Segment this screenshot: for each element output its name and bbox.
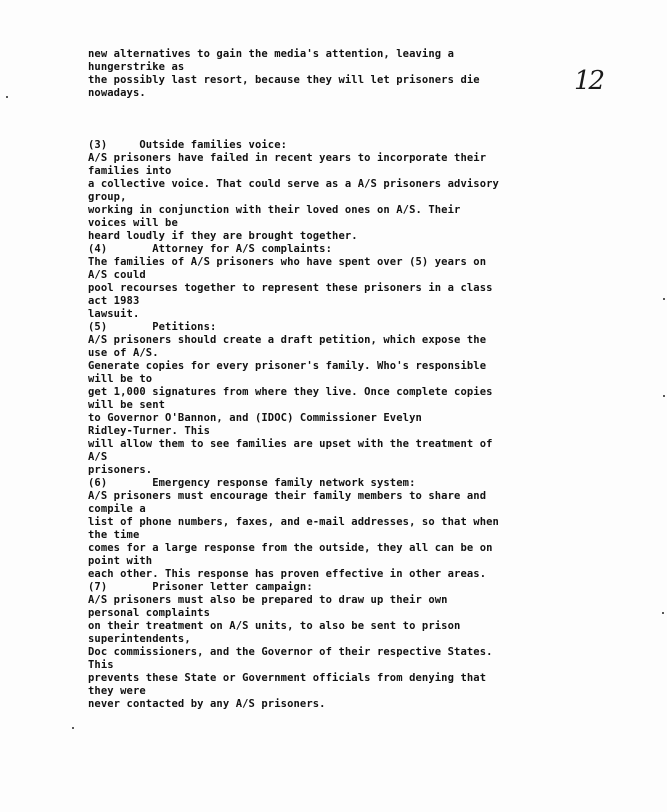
document-line: use of A/S. xyxy=(88,347,159,359)
document-line: get 1,000 signatures from where they live. Once complete copies xyxy=(88,386,493,398)
document-line: A/S prisoners must encourage their family members to share and xyxy=(88,490,487,502)
document-line: each other. This response has proven effective in other areas. xyxy=(88,568,487,580)
document-line: (4) Attorney for A/S complaints: xyxy=(88,243,333,255)
scan-speck xyxy=(72,727,74,729)
document-line: a collective voice. That could serve as a A/S prisoners advisory xyxy=(88,178,499,190)
document-line: working in conjunction with their loved ones on A/S. Their xyxy=(88,204,461,216)
document-line: on their treatment on A/S units, to also be sent to prison xyxy=(88,620,461,632)
document-line: superintendents, xyxy=(88,633,191,645)
document-line: list of phone numbers, faxes, and e-mail addresses, so that when xyxy=(88,516,499,528)
document-body xyxy=(88,48,558,711)
document-line: families into xyxy=(88,165,172,177)
document-line: the time xyxy=(88,529,140,541)
document-line xyxy=(88,126,558,139)
document-line: comes for a large response from the outside, they all can be on xyxy=(88,542,493,554)
scan-speck xyxy=(663,395,665,397)
document-line: A/S xyxy=(88,451,108,463)
document-line: never contacted by any A/S prisoners. xyxy=(88,698,326,710)
document-line: A/S prisoners have failed in recent years to incorporate their xyxy=(88,152,487,164)
scan-speck xyxy=(663,298,665,300)
document-line: will allow them to see families are upset with the treatment of xyxy=(88,438,493,450)
document-line: hungerstrike as xyxy=(88,61,185,73)
document-line: point with xyxy=(88,555,153,567)
document-line: A/S prisoners must also be prepared to draw up their own xyxy=(88,594,448,606)
document-line xyxy=(88,113,558,126)
document-line: personal complaints xyxy=(88,607,211,619)
handwritten-page-number: 12 xyxy=(574,66,604,96)
document-line: (5) Petitions: xyxy=(88,321,217,333)
document-line: heard loudly if they are brought together. xyxy=(88,230,358,242)
document-line: prevents these State or Government officials from denying that xyxy=(88,672,487,684)
scan-speck xyxy=(6,96,8,98)
document-line: compile a xyxy=(88,503,146,515)
scan-speck xyxy=(662,612,664,614)
document-line xyxy=(88,100,558,113)
document-line: lawsuit. xyxy=(88,308,140,320)
document-line: A/S prisoners should create a draft petition, which expose the xyxy=(88,334,487,346)
document-line: they were xyxy=(88,685,146,697)
document-line: A/S could xyxy=(88,269,146,281)
document-line: nowadays. xyxy=(88,87,146,99)
document-line: (6) Emergency response family network system: xyxy=(88,477,416,489)
document-line: Generate copies for every prisoner's family. Who's responsible xyxy=(88,360,487,372)
document-line: voices will be xyxy=(88,217,178,229)
document-line: prisoners. xyxy=(88,464,153,476)
document-line: will be sent xyxy=(88,399,166,411)
document-line: Ridley-Turner. This xyxy=(88,425,211,437)
document-line: (3) Outside families voice: xyxy=(88,139,288,151)
document-line: The families of A/S prisoners who have spent over (5) years on xyxy=(88,256,487,268)
document-line: act 1983 xyxy=(88,295,140,307)
document-line: group, xyxy=(88,191,127,203)
document-line: (7) Prisoner letter campaign: xyxy=(88,581,313,593)
document-line: Doc commissioners, and the Governor of their respective States. xyxy=(88,646,493,658)
document-line: pool recourses together to represent these prisoners in a class xyxy=(88,282,493,294)
document-line: to Governor O'Bannon, and (IDOC) Commissioner Evelyn xyxy=(88,412,422,424)
document-line: the possibly last resort, because they will let prisoners die xyxy=(88,74,480,86)
document-line: will be to xyxy=(88,373,153,385)
document-line: new alternatives to gain the media's attention, leaving a xyxy=(88,48,455,60)
document-line: This xyxy=(88,659,114,671)
